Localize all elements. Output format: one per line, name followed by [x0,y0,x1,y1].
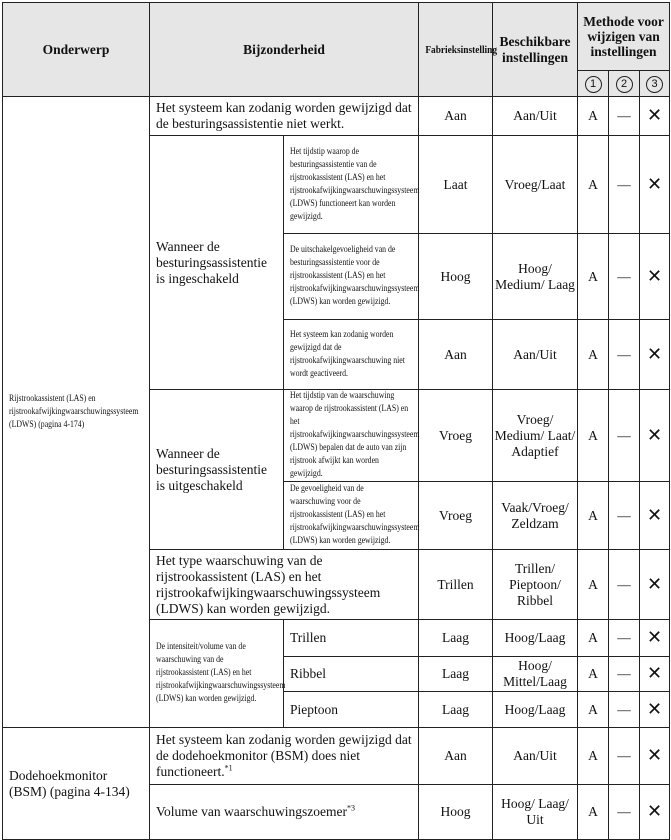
footnote-mark: *1 [224,763,233,773]
row-detail: Het systeem kan zodanig worden gewijzigd dat de dodehoekmonitor (BSM) does niet functioneert.$^{*1}$ [150,728,419,785]
row-factory: Trillen [419,550,493,620]
row-options: Aan/Uit [493,320,578,390]
row-options: Vaak/Vroeg/ Zeldzam [493,482,578,550]
row-method-1: A [578,390,609,482]
group-intensiteit: De intensiteit/volume van de waarschuwing van de rijstrookassistent (LAS) en het rijstrookafwijkingwaarschuwingssysteem (LDWS) kan worden gewijzigd. [150,620,284,728]
cross-icon: ✕ [640,97,670,136]
row-method-1: A [578,136,609,234]
row-method-2: — [609,657,640,692]
row-options: Aan/Uit [493,728,578,785]
row-method-2: — [609,390,640,482]
row-method-1: A [578,692,609,728]
row-method-1: A [578,620,609,657]
row-options: Hoog/ Mittel/Laag [493,657,578,692]
las-topic-cell: Rijstrookassistent (LAS) en rijstrookafwijkingwaarschuwingssysteem (LDWS) (pagina 4-174) [3,97,150,728]
row-method-1: A [578,657,609,692]
header-bijzonderheid: Bijzonderheid [150,3,419,97]
row-method-1: A [578,728,609,785]
row-detail: De gevoeligheid van de waarschuwing voor de rijstrookassistent (LAS) en het rijstrookafwijkingwaarschuwingssysteem (LDWS) kan worden gewijzigd. [284,482,419,550]
row-factory: Laat [419,136,493,234]
row-factory: Vroeg [419,482,493,550]
cross-icon: ✕ [640,234,670,320]
row-detail: De uitschakelgevoeligheid van de besturingsassistentie voor de rijstrookassistent (LAS) en het rijstrookafwijkingwaarschuwingssysteem (LDWS) kan worden gewijzigd. [284,234,419,320]
cross-icon: ✕ [640,657,670,692]
row-factory: Hoog [419,785,493,840]
row-options: Vroeg/Laat [493,136,578,234]
row-detail: Het systeem kan zodanig worden gewijzigd dat de rijstrookafwijkingwaarschuwing niet wordt geactiveerd. [284,320,419,390]
cross-icon: ✕ [640,785,670,840]
row-options: Aan/Uit [493,97,578,136]
table-row [3,728,670,785]
header-fabrieksinstelling: Fabrieksinstelling [419,3,493,97]
row-detail: Pieptoon [284,692,419,728]
row-method-2: — [609,482,640,550]
cross-icon: ✕ [640,620,670,657]
row-factory: Vroeg [419,390,493,482]
row-method-2: — [609,234,640,320]
row-options: Hoog/Laag [493,692,578,728]
row-method-2: — [609,320,640,390]
row-options: Hoog/Laag [493,620,578,657]
row-factory: Laag [419,657,493,692]
footnote-mark: *3 [346,803,355,813]
row-method-1: A [578,550,609,620]
header-beschikbare-instellingen: Beschikbare instellingen [493,3,578,97]
cross-icon: ✕ [640,482,670,550]
row-method-2: — [609,136,640,234]
method-2-header: 2 [609,71,640,97]
row-method-1: A [578,97,609,136]
row-options: Vroeg/ Medium/ Laat/ Adaptief [493,390,578,482]
row-detail: Het type waarschuwing van de rijstrookassistent (LAS) en het rijstrookafwijkingwaarschuwingssysteem (LDWS) kan worden gewijzigd. [150,550,419,620]
header-onderwerp: Onderwerp [3,3,150,97]
row-method-2: — [609,728,640,785]
row-detail: Volume van waarschuwingszoemer$^{*3}$ [150,785,419,840]
header-methode: Methode voor wijzigen van instellingen [578,3,670,71]
row-options: Trillen/ Pieptoon/ Ribbel [493,550,578,620]
row-factory: Aan [419,320,493,390]
row-method-2: — [609,785,640,840]
cross-icon: ✕ [640,320,670,390]
row-options: Hoog/ Medium/ Laag [493,234,578,320]
row-factory: Aan [419,728,493,785]
row-detail: Ribbel [284,657,419,692]
row-factory: Laag [419,620,493,657]
method-1-header: 1 [578,71,609,97]
row-detail: Trillen [284,620,419,657]
table-row [3,97,670,136]
method-3-header: 3 [640,71,670,97]
row-detail: Het tijdstip van de waarschuwing waarop de rijstrookassistent (LAS) en het rijstrookafwijkingwaarschuwingssysteem (LDWS) bepalen dat de auto van zijn rijstrook afwijkt kan worden gewijzigd. [284,390,419,482]
cross-icon: ✕ [640,550,670,620]
cross-icon: ✕ [640,692,670,728]
row-detail: Het systeem kan zodanig worden gewijzigd dat de besturingsassistentie niet werkt. [150,97,419,136]
cross-icon: ✕ [640,136,670,234]
cross-icon: ✕ [640,390,670,482]
row-method-2: — [609,97,640,136]
row-factory: Hoog [419,234,493,320]
row-method-1: A [578,234,609,320]
group-ingeschakeld: Wanneer de besturingsassistentie is ingeschakeld [150,136,284,390]
row-options: Hoog/ Laag/ Uit [493,785,578,840]
row-method-1: A [578,482,609,550]
row-method-2: — [609,620,640,657]
row-method-1: A [578,320,609,390]
row-factory: Aan [419,97,493,136]
row-method-1: A [578,785,609,840]
row-method-2: — [609,692,640,728]
row-factory: Laag [419,692,493,728]
cross-icon: ✕ [640,728,670,785]
group-uitgeschakeld: Wanneer de besturingsassistentie is uitgeschakeld [150,390,284,550]
bsm-topic-cell: Dodehoekmonitor (BSM) (pagina 4-134) [3,728,150,840]
settings-table [2,2,670,840]
row-detail: Het tijdstip waarop de besturingsassistentie van de rijstrookassistent (LAS) en het rijstrookafwijkingwaarschuwingssysteem (LDWS) functioneert kan worden gewijzigd. [284,136,419,234]
row-method-2: — [609,550,640,620]
